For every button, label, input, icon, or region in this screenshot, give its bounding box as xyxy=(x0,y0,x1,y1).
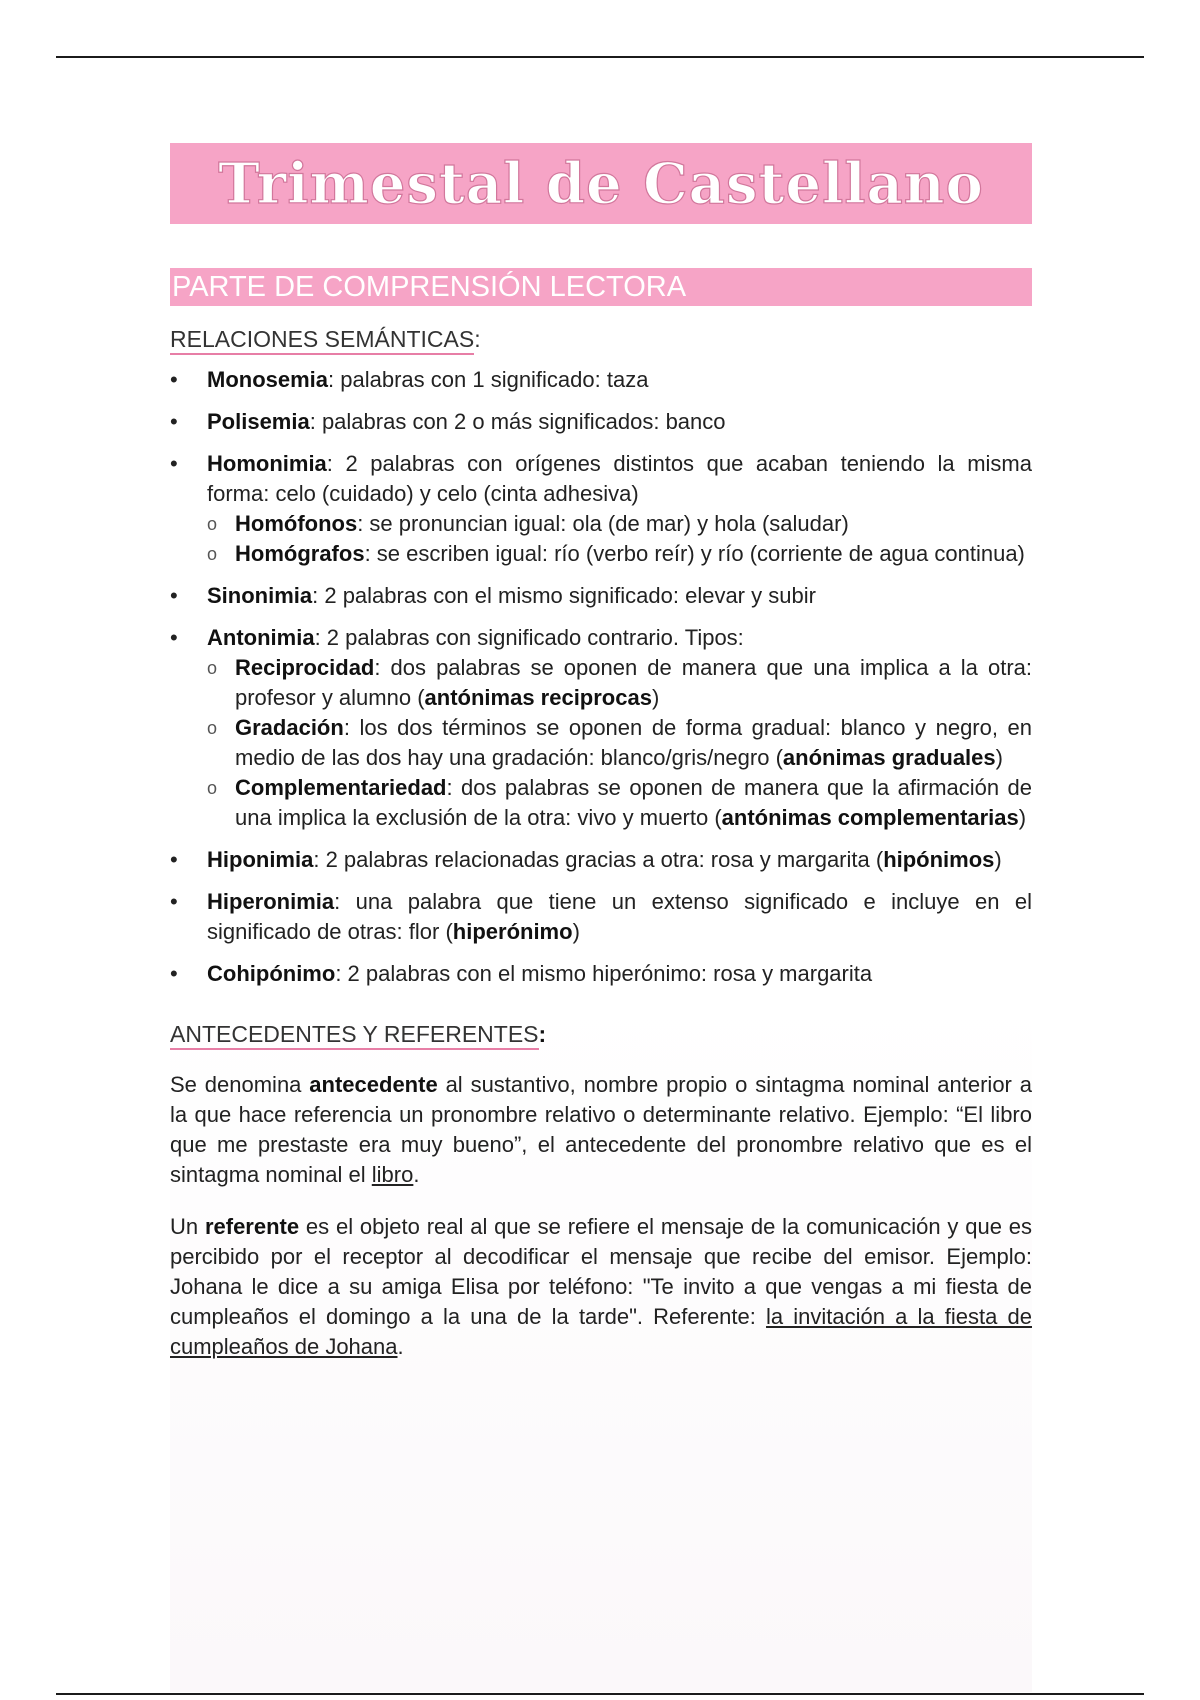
sub-text: : los dos términos se oponen de forma gradual: blanco y negro, en medio de las dos hay una gradación: blanco/gris/negro ( xyxy=(235,715,1032,770)
semantic-list xyxy=(170,365,1032,989)
sub-term: Homógrafos xyxy=(235,541,365,566)
list-item xyxy=(170,959,1032,989)
sub-text: : se pronuncian igual: ola (de mar) y hola (saludar) xyxy=(357,511,849,536)
bottom-rule xyxy=(56,1693,1144,1695)
item-text: : palabras con 2 o más significados: banco xyxy=(309,409,726,434)
sub-list xyxy=(207,509,1032,569)
item-term: Antonimia xyxy=(207,625,315,650)
sub-text: : dos palabras se oponen de manera que la afirmación de una implica la exclusión de la otra: vivo y muerto ( xyxy=(235,775,1032,830)
para-text: Un xyxy=(170,1214,205,1239)
document-title: Trimestal de Castellano xyxy=(218,150,984,217)
item-text: : 2 palabras relacionadas gracias a otra: rosa y margarita ( xyxy=(313,847,884,872)
sub-list-item xyxy=(207,539,1032,569)
semantic-heading-text: RELACIONES SEMÁNTICAS xyxy=(170,326,474,355)
sub-term: Complementariedad xyxy=(235,775,447,800)
item-text: : 2 palabras con el mismo significado: elevar y subir xyxy=(312,583,816,608)
sub-term: Gradación xyxy=(235,715,344,740)
list-item xyxy=(170,581,1032,611)
list-item xyxy=(170,623,1032,833)
list-item xyxy=(170,365,1032,395)
para-text: . xyxy=(397,1334,404,1359)
para-text: Se denomina xyxy=(170,1072,310,1097)
para-bold: antecedente xyxy=(309,1072,438,1097)
item-term: Monosemia xyxy=(207,367,329,392)
item-term: Hiponimia xyxy=(207,847,314,872)
semantic-heading-colon: : xyxy=(474,326,481,352)
item-text: : 2 palabras con orígenes distintos que acaban teniendo la misma forma: celo (cuidado) y celo (cinta adhesiva) xyxy=(207,451,1032,506)
item-term: Cohipónimo xyxy=(207,961,336,986)
item-term: Homonimia xyxy=(207,451,327,476)
item-bold-tail: hiperónimo xyxy=(452,919,573,944)
list-item xyxy=(170,845,1032,875)
para-underlined: libro xyxy=(371,1162,414,1187)
document-page xyxy=(170,143,1032,1692)
sub-bold-tail: anónimas graduales xyxy=(782,745,996,770)
item-bold-tail: hipónimos xyxy=(883,847,995,872)
sub-text: : se escriben igual: río (verbo reír) y río (corriente de agua continua) xyxy=(364,541,1025,566)
item-term: Hiperonimia xyxy=(207,889,335,914)
para-text: al sustantivo, nombre propio o sintagma nominal anterior a la que hace referencia un pronombre relativo o determinante relativo. Ejemplo: “El libro que me prestaste era muy bueno”, el antecedente del pronombre relativo que es el sintagma nominal el xyxy=(170,1072,1032,1187)
item-end: ) xyxy=(994,847,1002,872)
sub-end: ) xyxy=(995,745,1003,770)
list-item xyxy=(170,407,1032,437)
sub-term: Homófonos xyxy=(235,511,358,536)
sub-bold-tail: antónimas reciprocas xyxy=(424,685,652,710)
list-item xyxy=(170,449,1032,569)
para-text: es el objeto real al que se refiere el mensaje de la comunicación y que es percibido por el receptor al decodificar el mensaje que recibe del emisor. Ejemplo: Johana le dice a su amiga Elisa por teléfono: "Te invito a que vengas a mi fiesta de cumpleaños el domingo a la una de la tarde". Referente: xyxy=(170,1214,1032,1329)
item-text: : una palabra que tiene un extenso significado e incluye en el significado de otras: flor ( xyxy=(207,889,1032,944)
item-text: : palabras con 1 significado: taza xyxy=(328,367,649,392)
para-bold: referente xyxy=(204,1214,300,1239)
sub-list-item xyxy=(207,713,1032,773)
antecedent-paragraph xyxy=(170,1070,1032,1190)
referent-paragraph xyxy=(170,1212,1032,1362)
sub-list-item xyxy=(207,653,1032,713)
item-text: : 2 palabras con significado contrario. Tipos: xyxy=(314,625,744,650)
sub-end: ) xyxy=(651,685,660,710)
sub-list-item xyxy=(207,773,1032,833)
item-text: : 2 palabras con el mismo hiperónimo: rosa y margarita xyxy=(335,961,873,986)
sub-list xyxy=(207,653,1032,833)
antecedents-heading xyxy=(170,1021,546,1048)
sub-text: : dos palabras se oponen de manera que una implica a la otra: profesor y alumno ( xyxy=(235,655,1032,710)
section-title: PARTE DE COMPRENSIÓN LECTORA xyxy=(172,270,687,303)
list-item xyxy=(170,887,1032,947)
top-rule xyxy=(56,56,1144,58)
item-end: ) xyxy=(572,919,580,944)
semantic-relations-heading xyxy=(170,326,481,353)
sub-term: Reciprocidad xyxy=(235,655,375,680)
item-term: Sinonimia xyxy=(207,583,313,608)
section-banner xyxy=(170,268,1032,306)
title-banner xyxy=(170,143,1032,224)
sub-bold-tail: antónimas complementarias xyxy=(721,805,1019,830)
sub-list-item xyxy=(207,509,1032,539)
para-underlined: la invitación a la fiesta de cumpleaños de Johana xyxy=(170,1304,1032,1359)
para-text: . xyxy=(413,1162,420,1187)
item-term: Polisemia xyxy=(207,409,310,434)
antecedents-heading-colon: : xyxy=(538,1021,547,1047)
sub-end: ) xyxy=(1018,805,1027,830)
antecedents-heading-text: ANTECEDENTES Y REFERENTES xyxy=(170,1021,539,1050)
